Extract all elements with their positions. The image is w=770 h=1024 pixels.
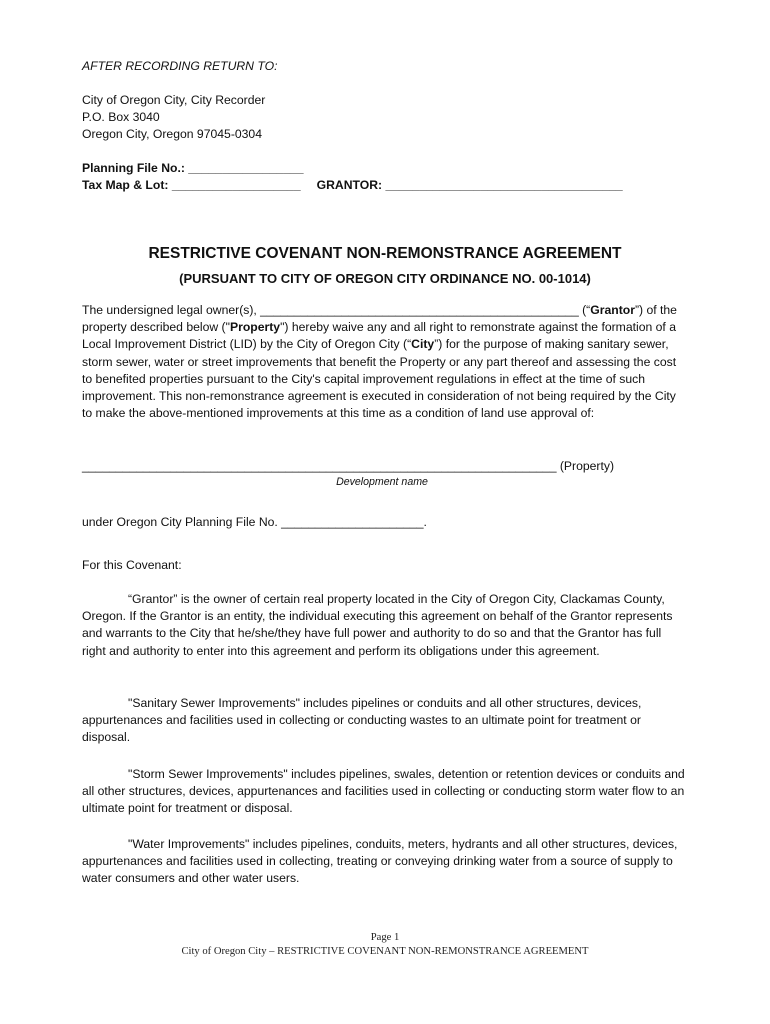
- definition-sanitary-text: "Sanitary Sewer Improvements" includes pipelines or conduits and all other structures, devices, appurtenances and facilities used in collecting or conducting wastes to an ultimate point for treatment or disposal.: [82, 696, 642, 745]
- footer-caption: City of Oregon City – RESTRICTIVE COVENANT NON-REMONSTRANCE AGREEMENT: [181, 946, 589, 957]
- city-term: City: [411, 337, 435, 352]
- page-number: Page 1: [370, 932, 400, 943]
- planning-file-field[interactable]: Planning File No.: _________________: [82, 161, 304, 175]
- document-subtitle: (PURSUANT TO CITY OF OREGON CITY ORDINANCE NO. 00-1014): [179, 271, 591, 286]
- definition-storm-text: "Storm Sewer Improvements" includes pipelines, swales, detention or retention devices or conduits and all other structures, devices, appurtenances and facilities used in collecting or conducting storm water flow to an ultimate point for treatment or disposal.: [82, 767, 685, 816]
- title-block: [82, 244, 688, 288]
- tax-map-field[interactable]: Tax Map & Lot: ___________________: [82, 178, 301, 193]
- definition-water: [82, 836, 688, 888]
- intro-text-3: ") hereby waive any and all right to remonstrate against the formation of a Local Improvement District (LID) by the City of Oregon City (“: [82, 320, 676, 352]
- property-field[interactable]: ______________________________________________________________________ (Property): [82, 459, 615, 473]
- property-term: Property: [229, 320, 281, 335]
- page-footer: [82, 931, 688, 959]
- grantor-term: Grantor: [590, 303, 635, 317]
- document-title: RESTRICTIVE COVENANT NON-REMONSTRANCE AGREEMENT: [148, 245, 622, 262]
- definition-sanitary-sewer: [82, 695, 688, 747]
- recorder-address: [82, 92, 688, 144]
- file-fields: [82, 160, 688, 194]
- recorder-city-zip: Oregon City, Oregon 97045-0304: [82, 127, 262, 142]
- grantor-field[interactable]: GRANTOR: ___________________________________: [316, 178, 623, 193]
- definition-water-text: "Water Improvements" includes pipelines, conduits, meters, hydrants and all other structures, devices, appurtenances and facilities used in collecting, treating or conveying drinking water from a source of supply to water consumers and other water users.: [82, 837, 678, 886]
- return-to-heading: AFTER RECORDING RETURN TO:: [82, 59, 278, 73]
- intro-text-4: ”) for the purpose of making sanitary sewer, storm sewer, water or street improvements that benefit the Property or any part thereof and assessing the cost to benefited properties pursuant to the City's capital improvement regulations in effect at the time of such improvement. This non-remonstrance agreement is executed in consideration of not being required by the City to make the above-mentioned improvements at this time as a condition of land use approval of:: [82, 337, 677, 421]
- intro-text-1: The undersigned legal owner(s), _______________________________________________ (“: [82, 303, 591, 317]
- intro-paragraph: [82, 302, 688, 422]
- definition-grantor-text: “Grantor” is the owner of certain real property located in the City of Oregon City, Clackamas County, Oregon. If the Grantor is an entity, the individual executing this agreement on behalf of the Grantor represents and warrants to the City that he/she/they have full power and authority to do so and that the Grantor has full right and authority to enter into this agreement and perform its obligations under this agreement.: [82, 592, 673, 658]
- for-covenant-heading: For this Covenant:: [82, 558, 182, 572]
- tax-map-grantor-row: [82, 177, 688, 194]
- intro-text-2: ”) of the property described below (": [82, 303, 677, 335]
- development-name-caption: Development name: [336, 476, 428, 488]
- recorder-name: City of Oregon City, City Recorder: [82, 93, 266, 107]
- planning-file-line[interactable]: under Oregon City Planning File No. _____________________.: [82, 515, 427, 529]
- definition-grantor: [82, 591, 688, 660]
- definition-storm-sewer: [82, 766, 688, 818]
- recorder-po-box: P.O. Box 3040: [82, 110, 160, 125]
